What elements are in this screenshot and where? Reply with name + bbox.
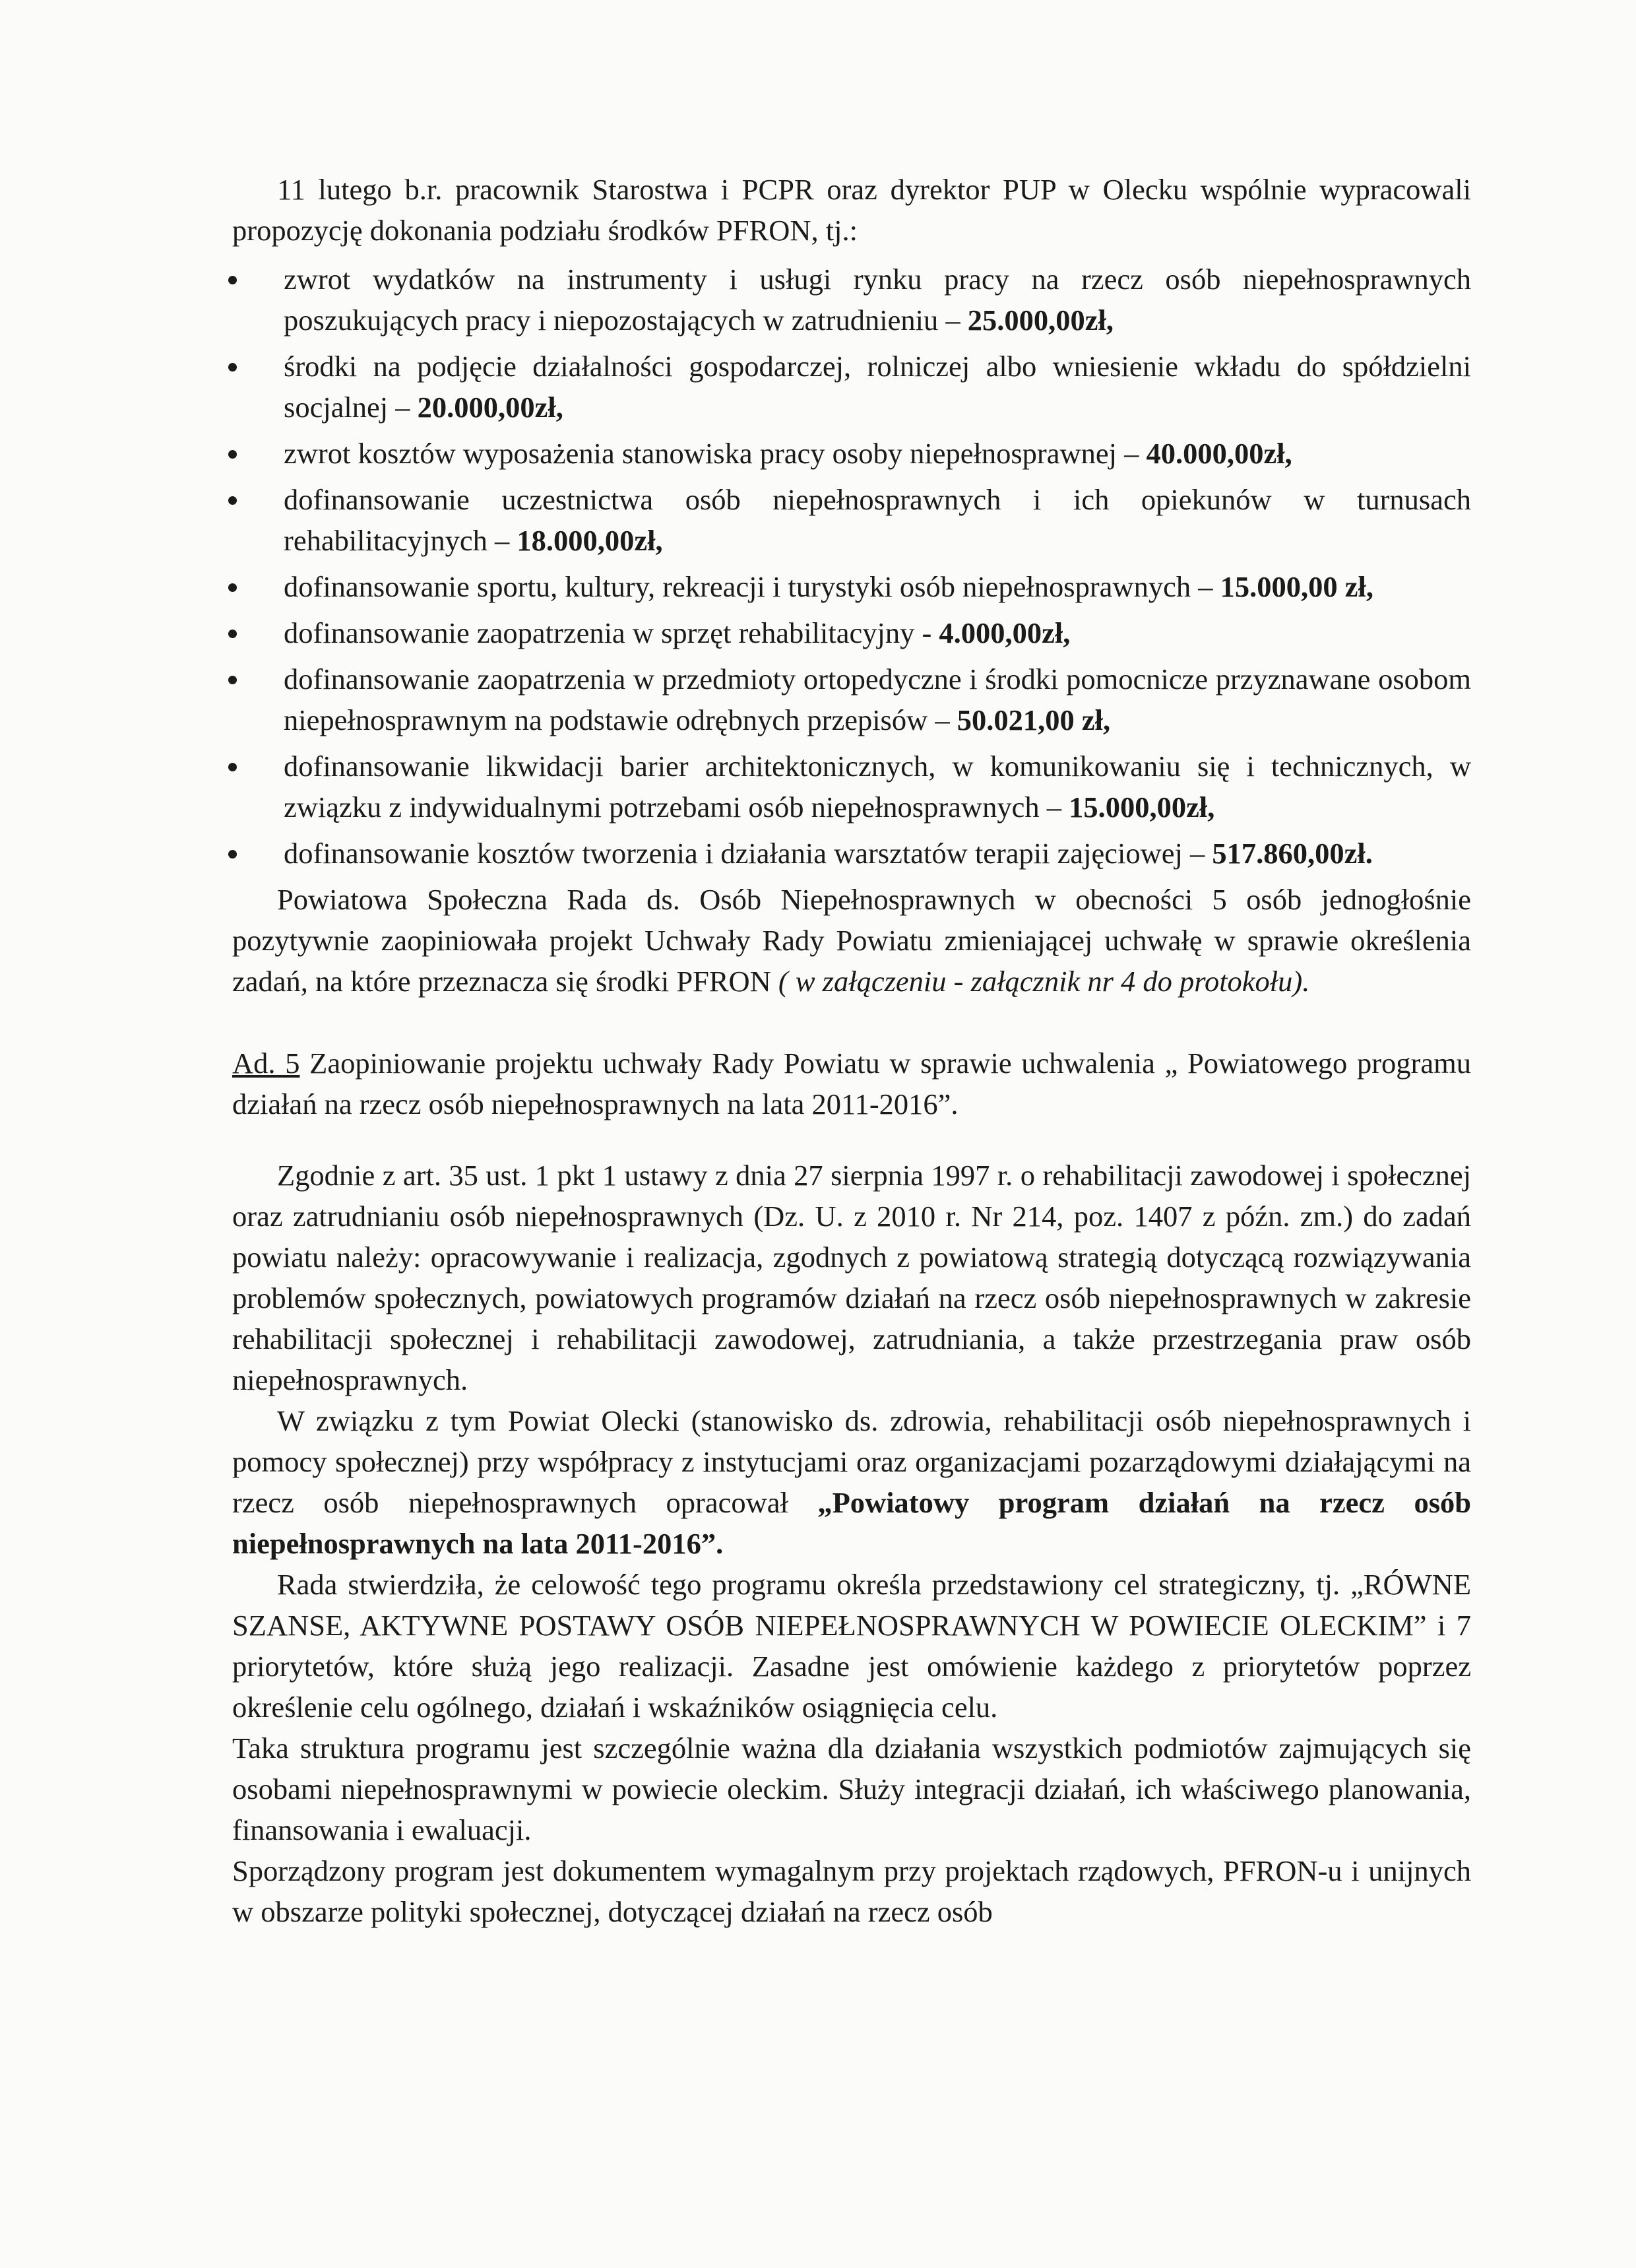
allocation-text: środki na podjęcie działalności gospodarczej, rolniczej albo wniesienie wkładu do spółdzielni socjalnej – [284,350,1471,424]
allocation-text: dofinansowanie kosztów tworzenia i działania warsztatów terapii zajęciowej – [284,837,1212,870]
allocation-item [232,746,1471,827]
bullet-icon [228,676,237,684]
paragraph-strategic-goal: Rada stwierdziła, że celowość tego programu określa przedstawiony cel strategiczny, tj. „RÓWNE SZANSE, AKTYWNE POSTAWY OSÓB NIEPEŁNOSPRAWNYCH W POWIECIE OLECKIM” i 7 priorytetów, które służą jego realizacji. Zasadne jest omówienie każdego z priorytetów poprzez określenie celu ogólnego, działań i wskaźników osiągnięcia celu. [232,1568,1471,1724]
allocation-amount: 40.000,00zł, [1146,437,1292,470]
allocation-text: dofinansowanie sportu, kultury, rekreacji i turystyki osób niepełnosprawnych – [284,570,1220,603]
allocation-amount: 517.860,00zł. [1212,837,1373,870]
allocation-item [232,659,1471,740]
allocation-item [232,259,1471,340]
council-text: Powiatowa Społeczna Rada ds. Osób Niepełnosprawnych w obecności 5 osób jednogłośnie pozytywnie zaopiniowała projekt Uchwały Rady Powiatu zmieniającej uchwałę w sprawie określenia zadań, na które przeznacza się środki PFRON [232,883,1471,998]
bullet-icon [228,850,237,859]
paragraph-requirement: Sporządzony program jest dokumentem wymagalnym przy projektach rządowych, PFRON-u i unijnych w obszarze polityki społecznej, dotyczącej działań na rzecz osób [232,1854,1471,1928]
allocation-text: dofinansowanie uczestnictwa osób niepełnosprawnych i ich opiekunów w turnusach rehabilitacyjnych – [284,483,1471,557]
allocation-item [232,346,1471,428]
allocation-item [232,566,1471,607]
allocation-amount: 20.000,00zł, [417,391,563,424]
ad5-label: Ad. 5 [232,1047,300,1080]
allocation-amount: 18.000,00zł, [517,524,663,557]
allocation-item [232,612,1471,653]
allocation-item [232,479,1471,561]
paragraph-structure: Taka struktura programu jest szczególnie ważna dla działania wszystkich podmiotów zajmujących się osobami niepełnosprawnymi w powiecie oleckim. Służy integracji działań, ich właściwego planowania, finansowania i ewaluacji. [232,1732,1471,1846]
bullet-icon [228,583,237,592]
allocation-amount: 15.000,00 zł, [1220,570,1373,603]
allocation-text: dofinansowanie likwidacji barier architektonicznych, w komunikowaniu się i technicznych, w związku z indywidualnymi potrzebami osób niepełnosprawnych – [284,750,1471,824]
allocation-item [232,433,1471,474]
council-paragraph [232,879,1471,1002]
para2-text: W związku z tym Powiat Olecki (stanowisko ds. zdrowia, rehabilitacji osób niepełnosprawnych i pomocy społecznej) przy współpracy z instytucjami oraz organizacjami pozarządowymi działającymi na rzecz osób niepełnosprawnych opracował [232,1404,1471,1519]
pfron-allocation-list [232,259,1471,874]
program-title: „Powiatowy program działań na rzecz osób niepełnosprawnych na lata 2011-2016”. [232,1486,1472,1560]
allocation-amount: 25.000,00zł, [967,304,1114,337]
bullet-icon [228,763,237,771]
allocation-amount: 50.021,00 zł, [957,703,1111,736]
ad5-text: Zaopiniowanie projektu uchwały Rady Powiatu w sprawie uchwalenia „ Powiatowego programu działań na rzecz osób niepełnosprawnych na lata 2011-2016”. [232,1047,1471,1120]
council-note: ( w załączeniu - załącznik nr 4 do protokołu). [778,965,1310,998]
bullet-icon [228,363,237,372]
bullet-icon [228,630,237,638]
allocation-text: zwrot wydatków na instrumenty i usługi rynku pracy na rzecz osób niepełnosprawnych poszukujących pracy i niepozostających w zatrudnieniu – [284,263,1471,337]
ad5-heading [232,1043,1471,1124]
bullet-icon [228,450,237,459]
allocation-text: dofinansowanie zaopatrzenia w przedmioty ortopedyczne i środki pomocnicze przyznawane osobom niepełnosprawnym na podstawie odrębnych przepisów – [284,663,1471,736]
allocation-item [232,833,1471,874]
intro-paragraph: 11 lutego b.r. pracownik Starostwa i PCPR oraz dyrektor PUP w Olecku wspólnie wypracowali propozycję dokonania podziału środków PFRON, tj.: [232,173,1471,247]
allocation-amount: 15.000,00zł, [1069,791,1215,824]
allocation-amount: 4.000,00zł, [939,616,1071,649]
bullet-icon [228,496,237,505]
paragraph-legal-basis: Zgodnie z art. 35 ust. 1 pkt 1 ustawy z dnia 27 sierpnia 1997 r. o rehabilitacji zawodowej i społecznej oraz zatrudnianiu osób niepełnosprawnych (Dz. U. z 2010 r. Nr 214, poz. 1407 z późn. zm.) do zadań powiatu należy: opracowywanie i realizacja, zgodnych z powiatową strategią dotyczącą rozwiązywania problemów społecznych, powiatowych programów działań na rzecz osób niepełnosprawnych w zakresie rehabilitacji społecznej i rehabilitacji zawodowej, zatrudniania, a także przestrzegania praw osób niepełnosprawnych. [232,1159,1471,1396]
allocation-text: zwrot kosztów wyposażenia stanowiska pracy osoby niepełnosprawnej – [284,437,1147,470]
document-body [232,169,1471,1932]
paragraph-program-prepared [232,1400,1471,1564]
bullet-icon [228,276,237,284]
allocation-text: dofinansowanie zaopatrzenia w sprzęt rehabilitacyjny - [284,616,939,649]
